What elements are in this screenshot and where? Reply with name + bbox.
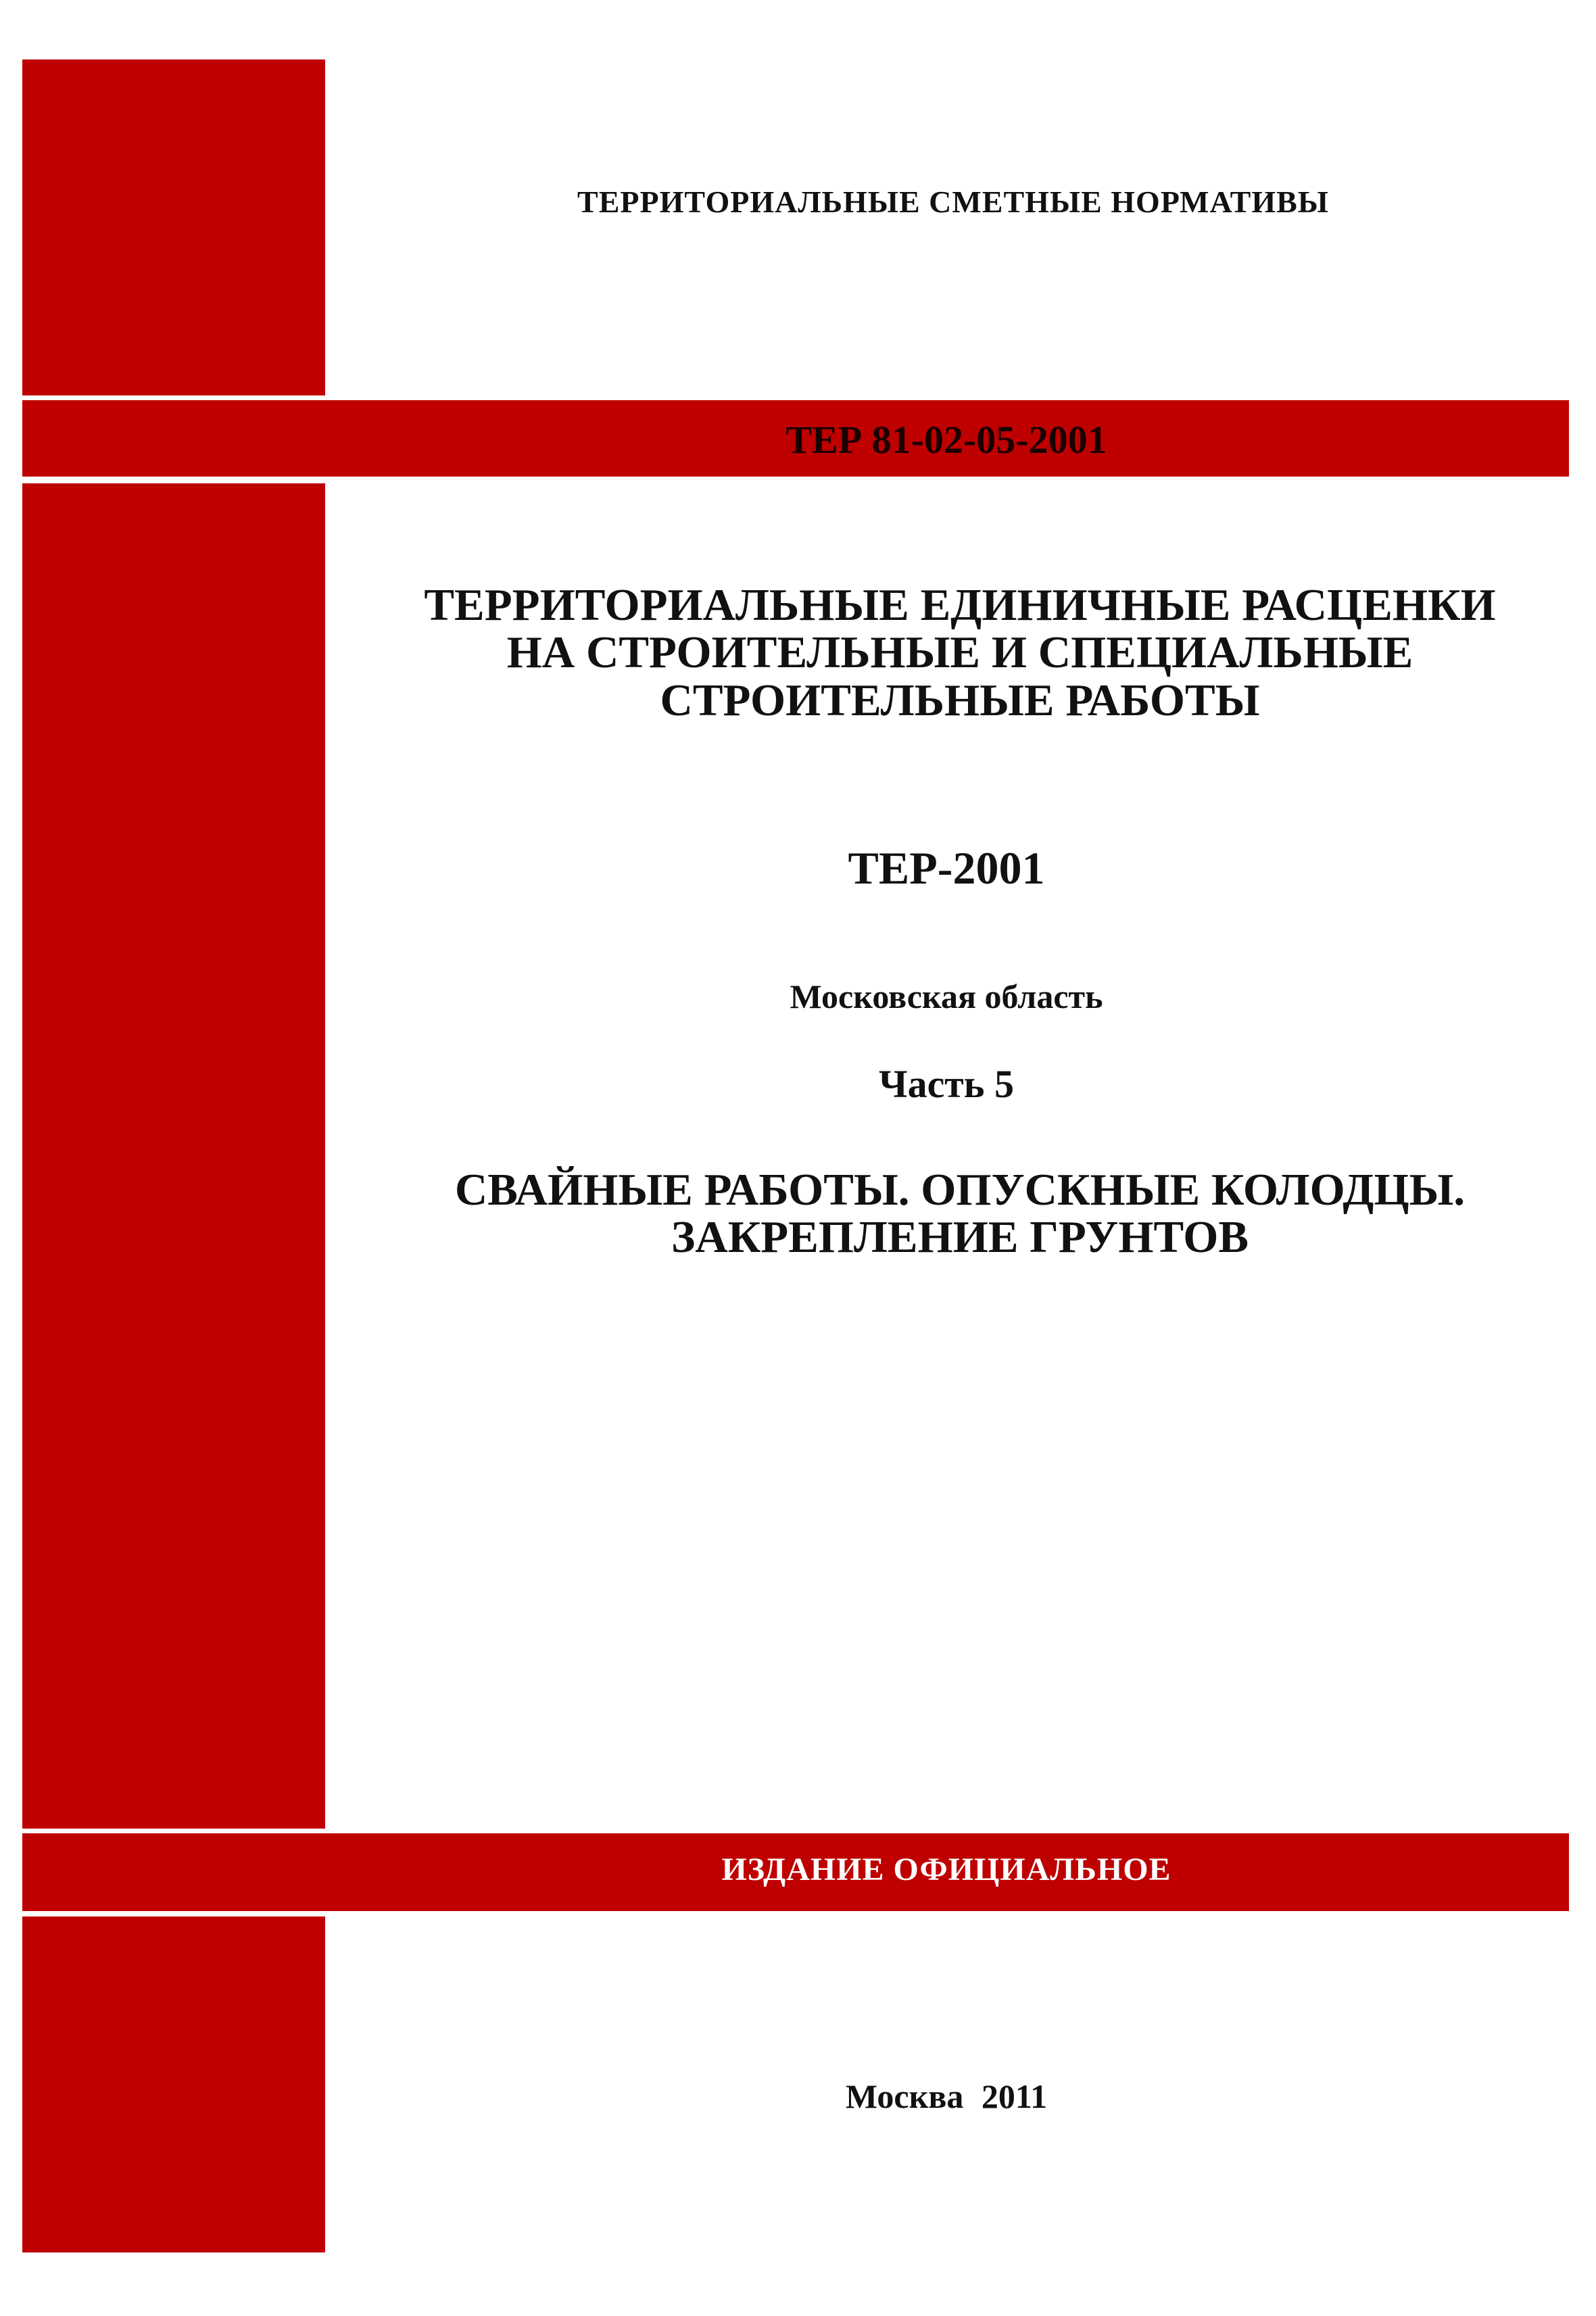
series-header: ТЕРРИТОРИАЛЬНЫЕ СМЕТНЫЕ НОРМАТИВЫ xyxy=(577,185,1329,219)
red-block-top xyxy=(22,59,325,395)
part-number: Часть 5 xyxy=(879,1062,1014,1106)
short-name: ТЕР-2001 xyxy=(848,842,1045,894)
edition-label: ИЗДАНИЕ ОФИЦИАЛЬНОЕ xyxy=(721,1852,1171,1887)
main-title-line: НА СТРОИТЕЛЬНЫЕ И СПЕЦИАЛЬНЫЕ xyxy=(506,627,1413,678)
region: Московская область xyxy=(790,978,1103,1015)
main-title-line: СТРОИТЕЛЬНЫЕ РАБОТЫ xyxy=(660,675,1260,725)
main-title-line: ТЕРРИТОРИАЛЬНЫЕ ЕДИНИЧНЫЕ РАСЦЕНКИ xyxy=(424,580,1496,630)
subtitle-line: ЗАКРЕПЛЕНИЕ ГРУНТОВ xyxy=(671,1212,1249,1263)
main-title xyxy=(352,581,1568,724)
subtitle-line: СВАЙНЫЕ РАБОТЫ. ОПУСКНЫЕ КОЛОДЦЫ. xyxy=(454,1165,1466,1215)
document-code: ТЕР 81-02-05-2001 xyxy=(785,418,1107,462)
place-year: Москва 2011 xyxy=(845,2077,1048,2115)
red-block-middle xyxy=(22,483,325,1829)
red-block-bottom xyxy=(22,1916,325,2252)
subtitle xyxy=(352,1166,1568,1261)
